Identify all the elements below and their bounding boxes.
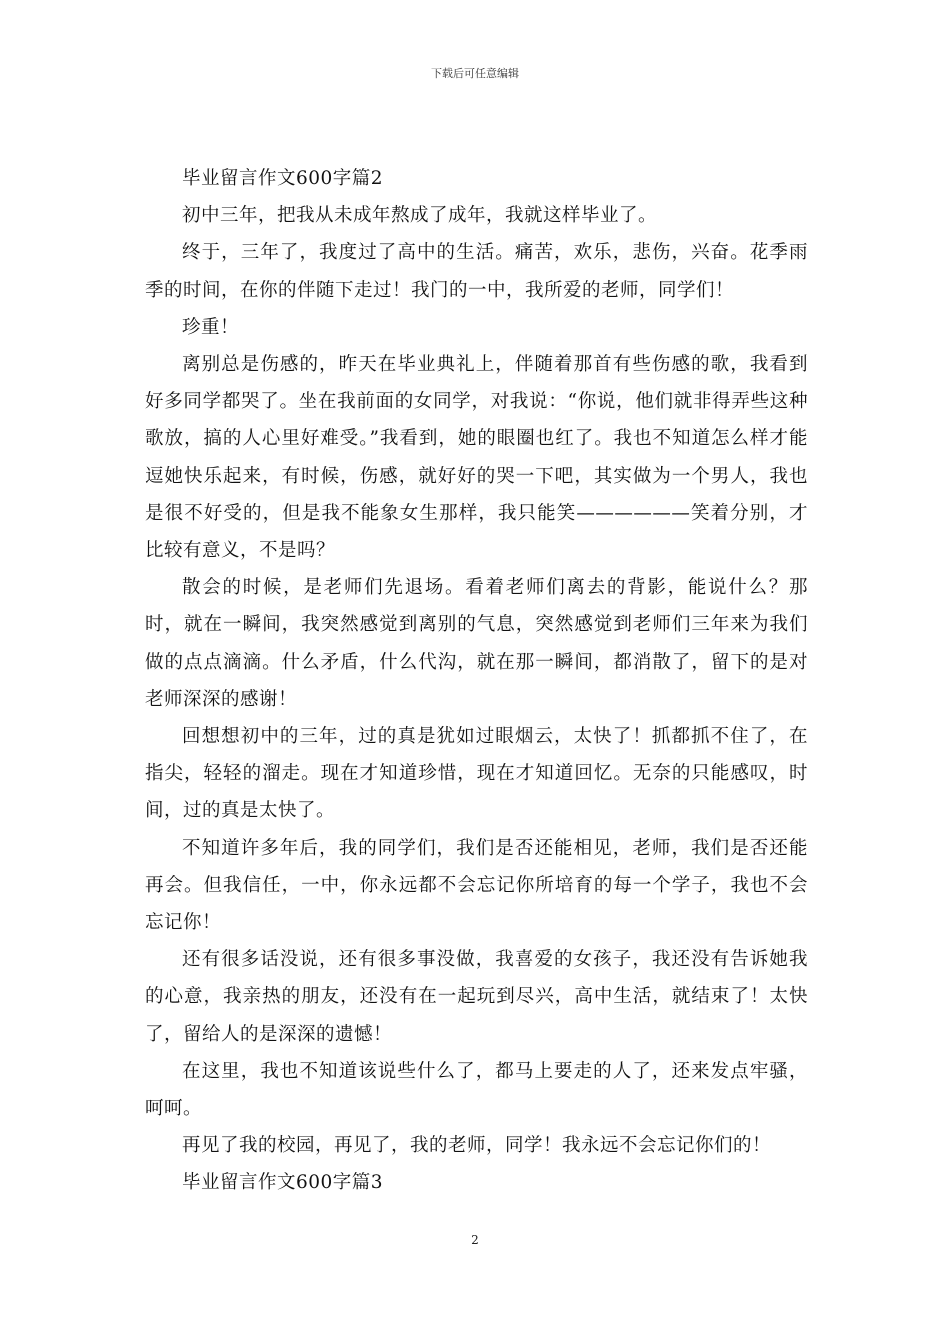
section-title: 毕业留言作文600字篇3 xyxy=(182,1172,384,1194)
paragraph: 回想想初中的三年，过的真是犹如过眼烟云，太快了！抓都抓不住了，在指尖，轻轻的溜走。现在才知道珍惜，现在才知道回忆。无奈的只能感叹，时间，过的真是太快了。 xyxy=(145,726,808,822)
section-title: 毕业留言作文600字篇2 xyxy=(182,168,384,189)
page-header: 下载后可任意编辑 xyxy=(431,67,519,80)
paragraph: 珍重！ xyxy=(182,316,240,338)
paragraph: 散会的时候，是老师们先退场。看着老师们离去的背影，能说什么？那时，就在一瞬间，我突然感觉到离别的气息，突然感觉到老师们三年来为我们做的点点滴滴。什么矛盾，什么代沟，就在那一瞬间，都消散了，留下的是对老师深深的感谢！ xyxy=(145,577,808,710)
paragraph: 不知道许多年后，我的同学们，我们是否还能相见，老师，我们是否还能再会。但我信任，一中，你永远都不会忘记你所培育的每一个学子，我也不会忘记你！ xyxy=(145,837,808,934)
paragraph: 还有很多话没说，还有很多事没做，我喜爱的女孩子，我还没有告诉她我的心意，我亲热的朋友，还没有在一起玩到尽兴，高中生活，就结束了！太快了，留给人的是深深的遗憾！ xyxy=(145,949,808,1045)
paragraph: 终于，三年了，我度过了高中的生活。痛苦，欢乐，悲伤，兴奋。花季雨季的时间，在你的伴随下走过！我门的一中，我所爱的老师，同学们！ xyxy=(145,242,808,301)
paragraph: 初中三年，把我从未成年熬成了成年，我就这样毕业了。 xyxy=(182,205,658,227)
document-body xyxy=(145,160,808,1202)
paragraph: 在这里，我也不知道该说些什么了，都马上要走的人了，还来发点牢骚，呵呵。 xyxy=(145,1060,808,1120)
paragraph: 离别总是伤感的，昨天在毕业典礼上，伴随着那首有些伤感的歌，我看到好多同学都哭了。坐在我前面的女同学，对我说：“你说，他们就非得弄些这种歌放，搞的人心里好难受。”我看到，她的眼圈也红了。我也不知道怎么样才能逗她快乐起来，有时候，伤感，就好好的哭一下吧，其实做为一个男人，我也是很不好受的，但是我不能象女生那样，我只能笑——————笑着分别，才比较有意义，不是吗？ xyxy=(145,354,808,562)
page-number: 2 xyxy=(471,1233,479,1247)
paragraph: 再见了我的校园，再见了，我的老师，同学！我永远不会忘记你们的！ xyxy=(182,1135,772,1157)
